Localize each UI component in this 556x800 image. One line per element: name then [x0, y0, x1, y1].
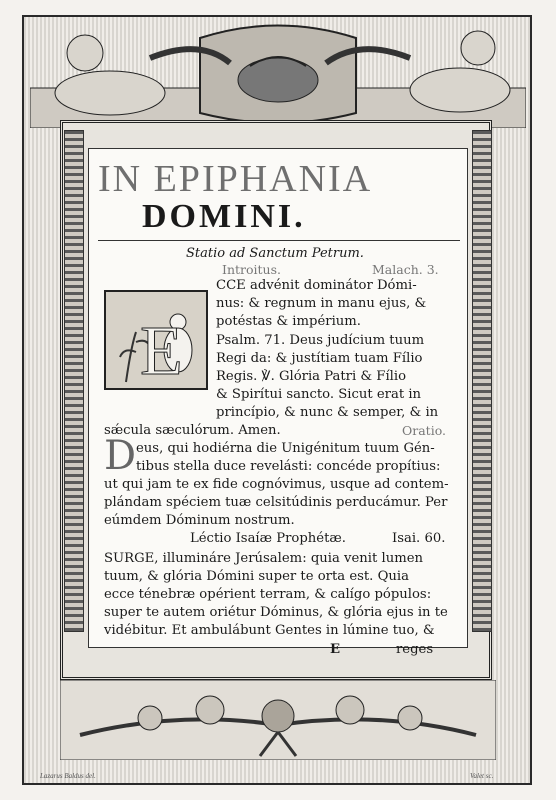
introitus-line-3: potéstas & impérium. [216, 314, 361, 329]
introitus-line-2: nus: & regnum in manu ejus, & [216, 296, 427, 311]
floral-bouquet-ornament [60, 680, 496, 760]
oratio-initial: D [104, 433, 137, 479]
lectio-line-3: ecce ténebræ opérient terram, & calígo pópulos: [104, 587, 432, 602]
page-title-line1: IN EPIPHANIA [98, 158, 373, 200]
introitus-label: Introitus. [222, 262, 281, 277]
introitus-reference: Malach. 3. [372, 262, 439, 277]
illuminated-initial [104, 290, 208, 390]
oratio-line-4: plándam spéciem tuæ celsitúdinis perducámur. Per [104, 495, 448, 510]
initial-letter: E [140, 313, 183, 388]
lectio-reference: Isai. 60. [392, 531, 446, 546]
psalm-closing: sǽcula sæculórum. Amen. [104, 423, 281, 438]
lectio-line-1: SURGE, illumináre Jerúsalem: quia venit lumen [104, 551, 424, 566]
psalm-line-4: & Spirítui sancto. Sicut erat in [216, 387, 422, 402]
psalm-line-5: princípio, & nunc & semper, & in [216, 405, 439, 420]
designer-credit: Lazarus Baldus del. [40, 772, 96, 780]
introitus-line-1: CCE advénit dominátor Dómi- [216, 278, 417, 293]
statio-subtitle: Statio ad Sanctum Petrum. [186, 246, 364, 261]
oratio-line-5: eúmdem Dóminum nostrum. [104, 513, 295, 528]
engraver-credit: Valet sc. [470, 772, 494, 780]
oratio-label: Oratio. [402, 423, 446, 438]
cherub-initial-illustration [106, 292, 206, 388]
left-garland-column [64, 130, 84, 632]
oratio-line-3: ut qui jam te ex fide cognóvimus, usque ad contem- [104, 477, 449, 492]
title-divider [98, 240, 460, 241]
catchword-initial: E [330, 642, 341, 657]
lectio-line-2: tuum, & glória Dómini super te orta est. Quia [104, 569, 409, 584]
oratio-line-2: tibus stella duce revelásti: concéde propítius: [136, 459, 441, 474]
right-garland-column [472, 130, 492, 632]
lectio-label: Léctio Isaíæ Prophétæ. [190, 531, 346, 546]
lectio-line-4: super te autem oriétur Dóminus, & glória ejus in te [104, 605, 448, 620]
cherubs-cartouche-ornament [30, 18, 526, 128]
psalm-line-3: Regis. ℣. Glória Patri & Fílio [216, 369, 407, 384]
psalm-line-1: Psalm. 71. Deus judícium tuum [216, 333, 425, 348]
lectio-line-5: vidébitur. Et ambulábunt Gentes in lúmine tuo, & [104, 623, 435, 638]
page-title-line2: DOMINI. [142, 198, 306, 235]
psalm-line-2: Regi da: & justítiam tuam Fílio [216, 351, 423, 366]
catchword: reges [396, 642, 434, 657]
oratio-line-1: eus, qui hodiérna die Unigénitum tuum Gén- [136, 441, 435, 456]
